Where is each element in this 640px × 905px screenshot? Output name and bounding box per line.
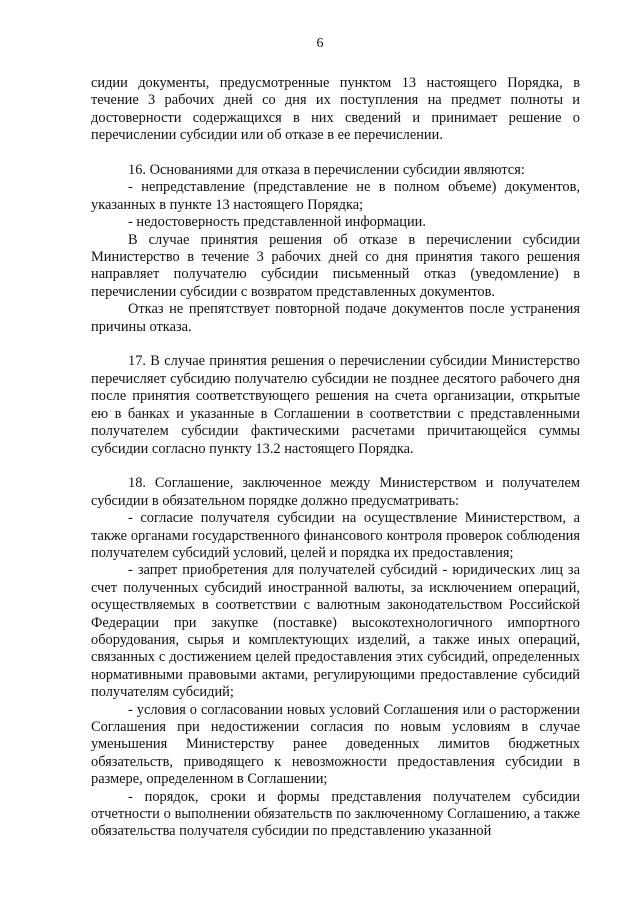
paragraph-gap (91, 145, 580, 162)
paragraph-gap (91, 336, 580, 353)
paragraph-18-item-3: - условия о согласовании новых условий Соглашения или о расторжении Соглашения при недостижении согласия по новым условиям в случае уменьшения Министерству ранее доведенных лимитов бюджетных обязательств, приводящего к невозможности предоставления субсидии в размере, определенном в Соглашении; (91, 701, 580, 788)
paragraph-17: 17. В случае принятия решения о перечислении субсидии Министерство перечисляет субсидию получателю субсидии не позднее десятого рабочего дня после принятия соответствующего решения на счета организации, открытые ею в банках и указанные в Соглашении в соответствии с представленными получателем субсидии фактическими расчетами причитающейся суммы субсидии согласно пункту 13.2 настоящего Порядка. (91, 353, 580, 457)
paragraph-16-resubmission: Отказ не препятствует повторной подаче документов после устранения причины отказа. (91, 301, 580, 335)
paragraph-15-continuation: сидии документы, предусмотренные пунктом 13 настоящего Порядка, в течение 3 рабочих дней со дня их поступления на предмет полноты и достоверности содержащихся в них сведений и принимает решение о перечислении субсидии или об отказе в ее перечислении. (91, 75, 580, 144)
paragraph-16-item-2: - недостоверность представленной информации. (128, 214, 426, 231)
page-number: 6 (316, 36, 324, 51)
paragraph-16-heading: 16. Основаниями для отказа в перечислении субсидии являются: (128, 162, 525, 179)
paragraph-18-item-4: - порядок, сроки и формы представления получателем субсидии отчетности о выполнении обязательств по заключенному Соглашению, а также обязательства получателя субсидии по представлению указанной (91, 788, 580, 840)
paragraph-16-refusal: В случае принятия решения об отказе в перечислении субсидии Министерство в течение 3 рабочих дней со дня принятия такого решения направляет получателю субсидии письменный отказ (уведомление) в перечислении субсидии с возвратом представленных документов. (91, 231, 580, 300)
document-body (91, 75, 580, 841)
paragraph-18-item-2: - запрет приобретения для получателей субсидий - юридических лиц за счет полученных субсидий иностранной валюты, за исключением операций, осуществляемых в соответствии с валютным законодательством Российской Федерации при закупке (поставке) высокотехнологичного импортного оборудования, сырья и комплектующих изделий, а также иных операций, связанных с достижением целей предоставления этих субсидий, определенных нормативными правовыми актами, регулирующими предоставление субсидий получателям субсидий; (91, 562, 580, 701)
paragraph-16-item-1: - непредставление (представление не в полном объеме) документов, указанных в пункте 13 настоящего Порядка; (91, 179, 580, 213)
paragraph-18-heading: 18. Соглашение, заключенное между Министерством и получателем субсидии в обязательном порядке должно предусматривать: (91, 475, 580, 509)
paragraph-18-item-1: - согласие получателя субсидии на осуществление Министерством, а также органами государственного финансового контроля проверок соблюдения получателем субсидий условий, целей и порядка их предоставления; (91, 510, 580, 561)
paragraph-gap (91, 458, 580, 475)
